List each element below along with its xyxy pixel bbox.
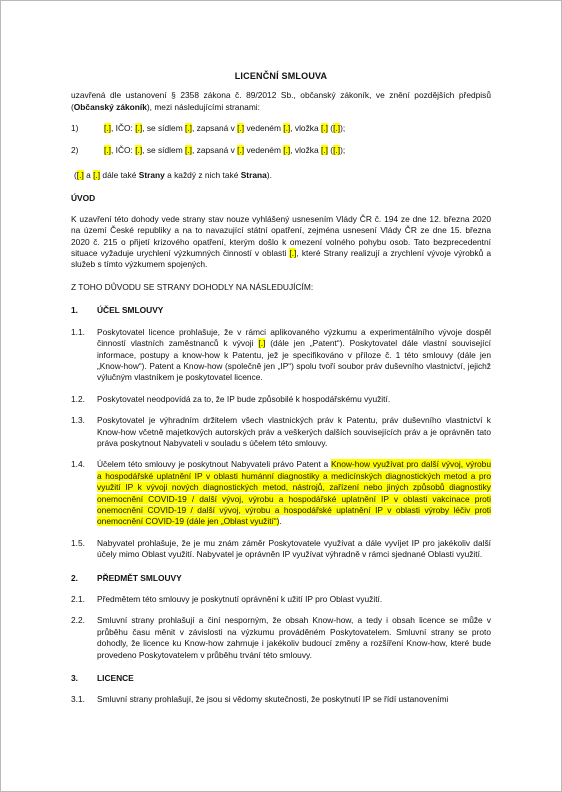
clause-text: Poskytovatel je výhradním držitelem všech vlastnických práv k Patentu, práv duševního vlastnictví k Know-how včetně majetkových autorských práv a veškerých dalších souvisejících práv a je oprávněn tato práva poskytnout Nabyvateli v souladu s účelem této smlouvy. xyxy=(97,415,491,448)
clause-text: Poskytovatel neodpovídá za to, že IP bude způsobilé k hospodářskému využití. xyxy=(97,393,391,404)
placeholder: [.] xyxy=(320,144,328,155)
text-fragment: (dále jen „Patent“). Poskytovatel dále vlastní související informace, postupy a know-how k Patentu, jež je specifikováno v příloze č. 1 této smlouvy (dále jen „Know-how“). Patent a Know-how (společně jen „IP“) spolu tvoří soubor práv duševního vlastnictví, jejichž výlučným vlastníkem je poskytovatel licence. xyxy=(97,338,491,383)
agreement-statement: Z TOHO DŮVODU SE STRANY DOHODLY NA NÁSLEDUJÍCÍM: xyxy=(71,281,314,292)
intro-suffix: ), mezi následujícími stranami: xyxy=(146,101,260,112)
defined-term: Strany xyxy=(138,170,165,181)
clause-text xyxy=(97,459,491,527)
section-heading-2 xyxy=(71,573,491,584)
clause-number: 1.3. xyxy=(71,415,85,426)
placeholder: [.] xyxy=(237,123,245,134)
text-fragment: Účelem této smlouvy je poskytnout Nabyvateli právo Patent a xyxy=(97,459,331,470)
text-fragment: , které Strany realizují a zrychlení vývoje výrobků a služeb s tímto výzkumem spojených. xyxy=(71,248,491,270)
section-number: 3. xyxy=(71,673,78,684)
party-label: , IČO: xyxy=(110,123,136,134)
clause-number: 2.1. xyxy=(71,594,85,604)
text-fragment: ). xyxy=(266,170,272,181)
clause-1-3 xyxy=(71,415,491,449)
placeholder: [.] xyxy=(76,170,84,181)
placeholder: [.] xyxy=(185,144,192,155)
clause-text xyxy=(97,327,491,384)
placeholder: [.] xyxy=(135,123,143,134)
clause-number: 1.5. xyxy=(71,537,85,548)
party-text xyxy=(104,145,345,156)
placeholder: [.] xyxy=(333,123,341,134)
clause-1-2 xyxy=(71,394,491,405)
party-label: , zapsaná v xyxy=(191,123,238,134)
party-label: , IČO: xyxy=(110,144,136,155)
text-fragment: K uzavření této dohody vede strany stav nouze vyhlášený usnesením Vlády ČR č. 194 ze dne 12. března 2020 na území České republiky a na to navazující státní opatření, zejména usnesení Vlády ČR ze dne 15. března 2020 č. 215 o přijetí krizového opatření, kterým došlo k omezení volného pohybu osob. Tato bezprecedentní situace vyžaduje urychlení výzkumných činností v oblasti xyxy=(71,213,491,259)
text-fragment: a xyxy=(83,170,94,181)
party-label: ( xyxy=(327,144,334,155)
clause-number: 1.2. xyxy=(71,393,85,404)
parties-definition xyxy=(71,170,491,181)
party-label: vedeném xyxy=(244,123,284,134)
preamble-text xyxy=(71,214,491,271)
clause-number: 3.1. xyxy=(71,694,85,705)
placeholder: [.] xyxy=(237,144,245,155)
placeholder: [.] xyxy=(333,144,341,155)
clause-number: 1.4. xyxy=(71,459,85,470)
text-fragment: ( xyxy=(74,170,77,181)
section-title: LICENCE xyxy=(97,673,134,684)
placeholder: [.] xyxy=(93,170,101,181)
clause-1-4 xyxy=(71,459,491,527)
placeholder: [.] xyxy=(283,144,291,155)
clause-1-5 xyxy=(71,538,491,561)
placeholder: [.] xyxy=(104,144,111,155)
preamble-title: ÚVOD xyxy=(71,193,96,204)
party-2 xyxy=(71,145,491,156)
section-heading-1 xyxy=(71,305,491,316)
clause-text: Nabyvatel prohlašuje, že je mu znám záměr Poskytovatele využívat a dále vyvíjet IP pro jakékoliv další účely mimo Oblast využití. Nabyvatel je oprávněn IP využívat výhradně v rámci sjednané Oblasti využití. xyxy=(97,537,491,560)
placeholder: [.] xyxy=(185,123,192,134)
text-fragment: . xyxy=(279,516,282,527)
party-number: 2) xyxy=(71,144,79,155)
text-fragment: dále také xyxy=(100,170,139,181)
clause-2-2 xyxy=(71,615,491,661)
party-label: , vložka xyxy=(290,144,321,155)
party-label: , se sídlem xyxy=(142,144,185,155)
party-label: , se sídlem xyxy=(142,123,185,134)
section-title: PŘEDMĚT SMLOUVY xyxy=(97,572,182,583)
intro-paragraph xyxy=(71,90,491,113)
clause-2-1 xyxy=(71,594,491,605)
placeholder: [.] xyxy=(283,123,291,134)
party-label: ); xyxy=(340,144,346,155)
party-label: , zapsaná v xyxy=(191,144,238,155)
placeholder: [.] xyxy=(104,123,111,134)
section-number: 1. xyxy=(71,305,78,316)
clause-text: Smluvní strany prohlašují a činí nesporným, že obsah Know-how, a tedy i obsah licence se může v průběhu času měnit v závislosti na výzkumu prováděném Poskytovatelem. Smluvní strany se proto dohodly, že licence ku Know-how zahrnuje i jakékoliv budoucí změny a rozšíření Know-how, které bude provedeno Poskytovatelem v průběhu trvání této smlouvy. xyxy=(97,615,491,660)
party-label: ( xyxy=(327,123,334,134)
section-title: ÚČEL SMLOUVY xyxy=(97,305,164,316)
intro-prefix: uzavřená dle ustanovení § 2358 zákona č. 89/2012 Sb., občanský zákoník, ve znění pozdějších předpisů ( xyxy=(71,90,491,112)
party-label: , vložka xyxy=(290,123,321,134)
placeholder: [.] xyxy=(320,123,328,134)
text-fragment: a každý z nich také xyxy=(164,170,241,181)
text-fragment: Poskytovatel licence prohlašuje, že v rámci aplikovaného výzkumu a experimentálního vývoje dospěl činností vlastních zaměstnanců k vývoji xyxy=(97,326,491,349)
clause-1-1 xyxy=(71,327,491,384)
party-number: 1) xyxy=(71,123,79,134)
document-title: LICENČNÍ SMLOUVA xyxy=(234,71,328,81)
party-label: vedeném xyxy=(244,144,284,155)
section-number: 2. xyxy=(71,572,78,583)
defined-term: Strana xyxy=(240,170,267,181)
clause-text: Smluvní strany prohlašují, že jsou si vědomy skutečnosti, že poskytnutí IP se řídí ustanoveními xyxy=(97,694,449,705)
clause-text: Předmětem této smlouvy je poskytnutí oprávnění k užití IP pro Oblast využití. xyxy=(97,594,383,604)
placeholder: [.] xyxy=(289,248,297,259)
party-1 xyxy=(71,123,491,134)
party-text xyxy=(104,123,345,134)
section-heading-3 xyxy=(71,673,491,684)
clause-3-1 xyxy=(71,694,491,705)
placeholder: [.] xyxy=(135,144,143,155)
intro-code-name: Občanský zákoník xyxy=(73,101,147,112)
clause-number: 1.1. xyxy=(71,326,85,337)
party-label: ); xyxy=(340,123,346,134)
placeholder: [.] xyxy=(258,338,266,349)
highlighted-text: Know-how využívat pro další vývoj, výrobu a hospodářské uplatnění IP v oblasti humánní diagnostiky a medicínských diagnostických metod a pro využití IP k vývoji nových diagnostických metod, nástrojů, zařízení nebo jiných způsobů diagnostiky onemocnění COVID-19 / další vývoj, výrobu a hospodářské uplatnění IP v oblasti vakcinace proti onemocnění COVID-19 / další vývoj, výrobu a hospodářské uplatnění IP v oblasti výroby léčiv proti onemocnění COVID-19 (dále jen „Oblast využití“) xyxy=(97,459,491,527)
clause-number: 2.2. xyxy=(71,615,85,626)
